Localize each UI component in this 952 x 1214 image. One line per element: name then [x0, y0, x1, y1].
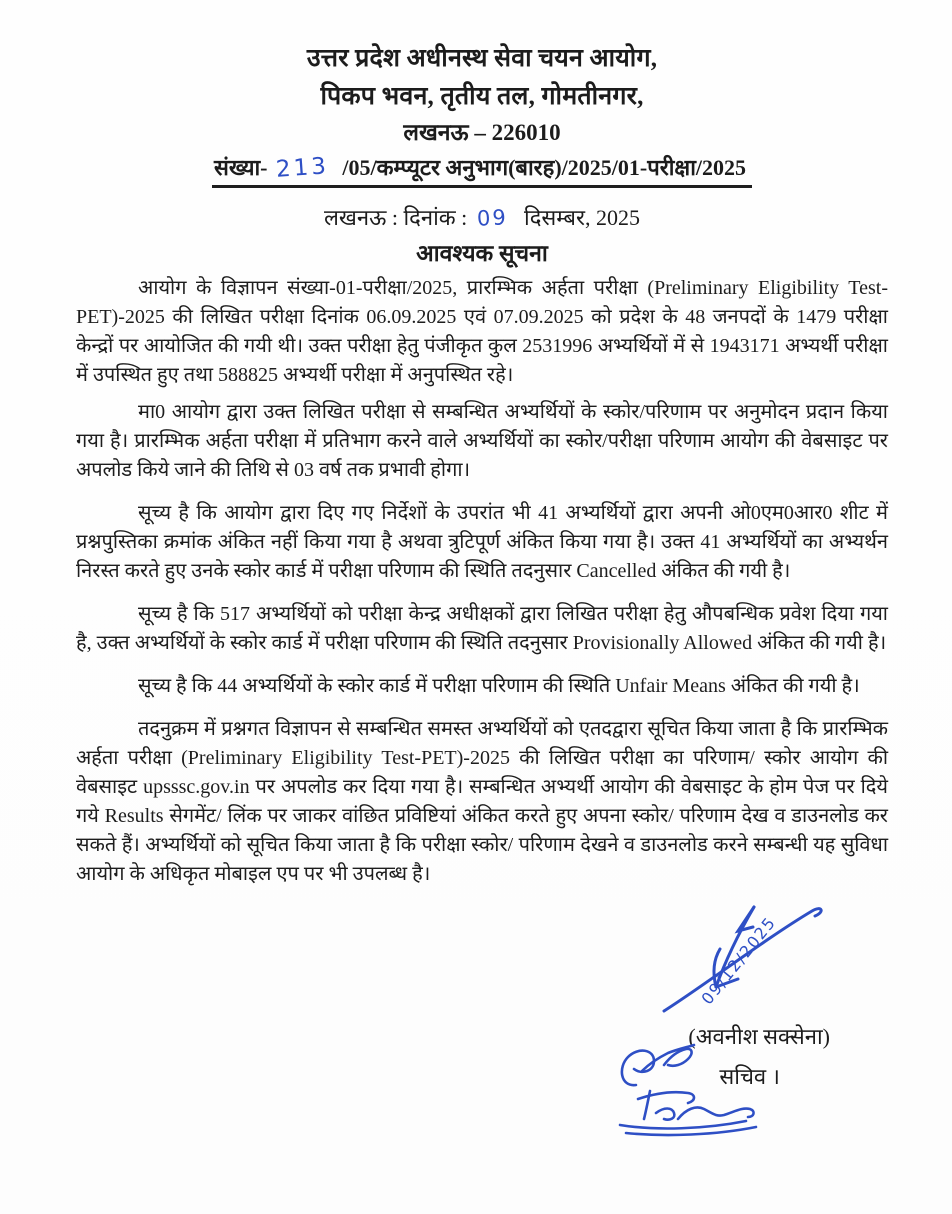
- signature-name-scribble-icon: [616, 1085, 772, 1141]
- signature-block: [76, 903, 888, 1153]
- reference-label: संख्या-: [213, 155, 268, 180]
- paragraph-cancelled-cases: सूच्य है कि आयोग द्वारा दिए गए निर्देशों के उपरांत भी 41 अभ्यर्थियों द्वारा अपनी ओ0एम0आर0 शीट में प्रश्नपुस्तिका क्रमांक अंकित नहीं किया गया है अथवा त्रुटिपूर्ण अंकित किया गया है। उक्त 41 अभ्यर्थियों का अभ्यर्थन निरस्त करते हुए उनके स्कोर कार्ड में परीक्षा परिणाम की स्थिति तदनुसार Cancelled अंकित की गयी है।: [76, 502, 888, 582]
- paragraph-unfair-means: सूच्य है कि 44 अभ्यर्थियों के स्कोर कार्ड में परीक्षा परिणाम की स्थिति Unfair Means अंकित की गयी है।: [138, 675, 860, 697]
- org-name: उत्तर प्रदेश अधीनस्थ सेवा चयन आयोग,: [306, 45, 658, 72]
- paragraph-provisionally-allowed: सूच्य है कि 517 अभ्यर्थियों को परीक्षा केन्द्र अधीक्षकों द्वारा लिखित परीक्षा हेतु औपबन्धिक प्रवेश दिया गया है, उक्त अभ्यर्थियों के स्कोर कार्ड में परीक्षा परिणाम की स्थिति तदनुसार Provisionally Allowed अंकित की गयी है।: [76, 603, 888, 654]
- org-address-line: पिकप भवन, तृतीय तल, गोमतीनगर,: [320, 83, 644, 110]
- reference-number-line: [76, 152, 888, 188]
- paragraph-exam-overview: आयोग के विज्ञापन संख्या-01-परीक्षा/2025, प्रारम्भिक अर्हता परीक्षा (Preliminary Eligibility Test-PET)-2025 की लिखित परीक्षा दिनांक 06.09.2025 एवं 07.09.2025 को प्रदेश के 48 जनपदों के 1479 परीक्षा केन्द्रों पर आयोजित की गयी थी। उक्त परीक्षा हेतु पंजीकृत कुल 2531996 अभ्यर्थियों में से 1943171 अभ्यर्थी परीक्षा में उपस्थित हुए तथा 588825 अभ्यर्थी परीक्षा में अनुपस्थित रहे।: [76, 277, 888, 386]
- org-city-pincode: लखनऊ – 226010: [403, 120, 561, 145]
- reference-number-handwritten: 213: [274, 153, 330, 183]
- place-date-line: [76, 202, 888, 232]
- paragraph-score-approval: मा0 आयोग द्वारा उक्त लिखित परीक्षा से सम्बन्धित अभ्यर्थियों के स्कोर/परिणाम पर अनुमोदन प्रदान किया गया है। प्रारम्भिक अर्हता परीक्षा में प्रतिभाग करने वाले अभ्यर्थियों का स्कोर/परीक्षा परिणाम आयोग की वेबसाइट पर अपलोड किये जाने की तिथि से 03 वर्ष तक प्रभावी होगा।: [76, 401, 888, 481]
- date-day-handwritten: 09: [476, 205, 509, 231]
- place-date-prefix: लखनऊ : दिनांक :: [323, 205, 468, 230]
- signatory-name: (अवनीश सक्सेना): [688, 1024, 830, 1049]
- reference-number-rest: /05/कम्प्यूटर अनुभाग(बारह)/2025/01-परीक्षा/2025: [342, 155, 747, 180]
- signatory-designation: सचिव ।: [719, 1064, 780, 1089]
- notice-body: [76, 274, 888, 889]
- reference-number-underlined: [212, 152, 752, 188]
- signature-date-handwritten: 09/12/2025: [697, 912, 780, 1009]
- notice-heading: आवश्यक सूचना: [416, 241, 548, 266]
- document-header: [76, 40, 888, 268]
- date-month-year: दिसम्बर, 2025: [524, 205, 640, 230]
- paragraph-result-upload-info: तदनुक्रम में प्रश्नगत विज्ञापन से सम्बन्धित समस्त अभ्यर्थियों को एतदद्वारा सूचित किया जाता है कि प्रारम्भिक अर्हता परीक्षा (Preliminary Eligibility Test-PET)-2025 की लिखित परीक्षा का परिणाम/ स्कोर आयोग की वेबसाइट upsssc.gov.in पर अपलोड कर दिया गया है। सम्बन्धित अभ्यर्थी आयोग की वेबसाइट के होम पेज पर दिये गये Results सेगमेंट/ लिंक पर जाकर वांछित प्रविष्टियां अंकित करते हुए अपना स्कोर/ परिणाम देख व डाउनलोड कर सकते हैं। अभ्यर्थियों को सूचित किया जाता है कि परीक्षा स्कोर/ परिणाम देखने व डाउनलोड करने सम्बन्धी यह सुविधा आयोग के अधिकृत मोबाइल एप पर भी उपलब्ध है।: [76, 718, 888, 885]
